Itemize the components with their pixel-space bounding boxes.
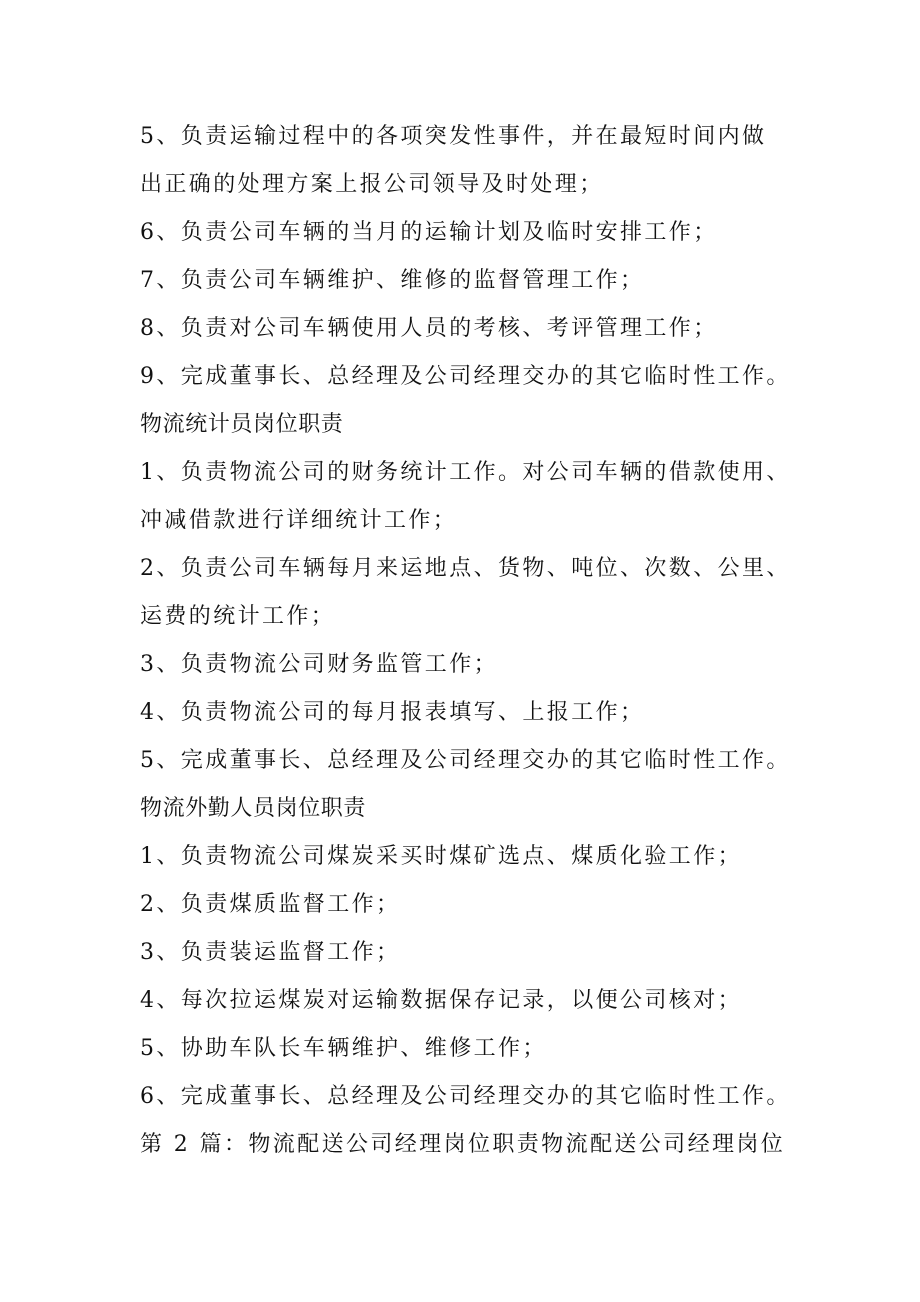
text-line: 冲减借款进行详细统计工作； (140, 508, 458, 533)
text-line: 4、每次拉运煤炭对运输数据保存记录，以便公司核对； (140, 988, 742, 1013)
text-line: 3、负责装运监督工作； (140, 940, 401, 965)
text-line: 5、负责运输过程中的各项突发性事件，并在最短时间内做 (140, 124, 767, 149)
text-line: 9、完成董事长、总经理及公司经理交办的其它临时性工作。 (140, 364, 791, 389)
text-line: 5、协助车队长车辆维护、维修工作； (140, 1036, 547, 1061)
text-line: 6、完成董事长、总经理及公司经理交办的其它临时性工作。 (140, 1084, 791, 1109)
text-line: 6、负责公司车辆的当月的运输计划及临时安排工作； (140, 220, 718, 245)
text-line: 第 2 篇：物流配送公司经理岗位职责物流配送公司经理岗位 (140, 1132, 786, 1157)
text-line: 4、负责物流公司的每月报表填写、上报工作； (140, 700, 645, 725)
text-line: 5、完成董事长、总经理及公司经理交办的其它临时性工作。 (140, 748, 791, 773)
text-line: 运费的统计工作； (140, 604, 336, 629)
text-line: 2、负责煤质监督工作； (140, 892, 401, 917)
text-line: 1、负责物流公司的财务统计工作。对公司车辆的借款使用、 (140, 460, 791, 485)
text-line: 出正确的处理方案上报公司领导及时处理； (140, 172, 604, 197)
text-line: 2、负责公司车辆每月来运地点、货物、吨位、次数、公里、 (140, 556, 791, 581)
text-line: 3、负责物流公司财务监管工作； (140, 652, 498, 677)
section-heading: 物流外勤人员岗位职责 (140, 796, 367, 821)
section-heading: 物流统计员岗位职责 (140, 412, 344, 437)
document-body (140, 113, 820, 1169)
text-line: 1、负责物流公司煤炭采买时煤矿选点、煤质化验工作； (140, 844, 742, 869)
text-line: 8、负责对公司车辆使用人员的考核、考评管理工作； (140, 316, 718, 341)
text-line: 7、负责公司车辆维护、维修的监督管理工作； (140, 268, 645, 293)
